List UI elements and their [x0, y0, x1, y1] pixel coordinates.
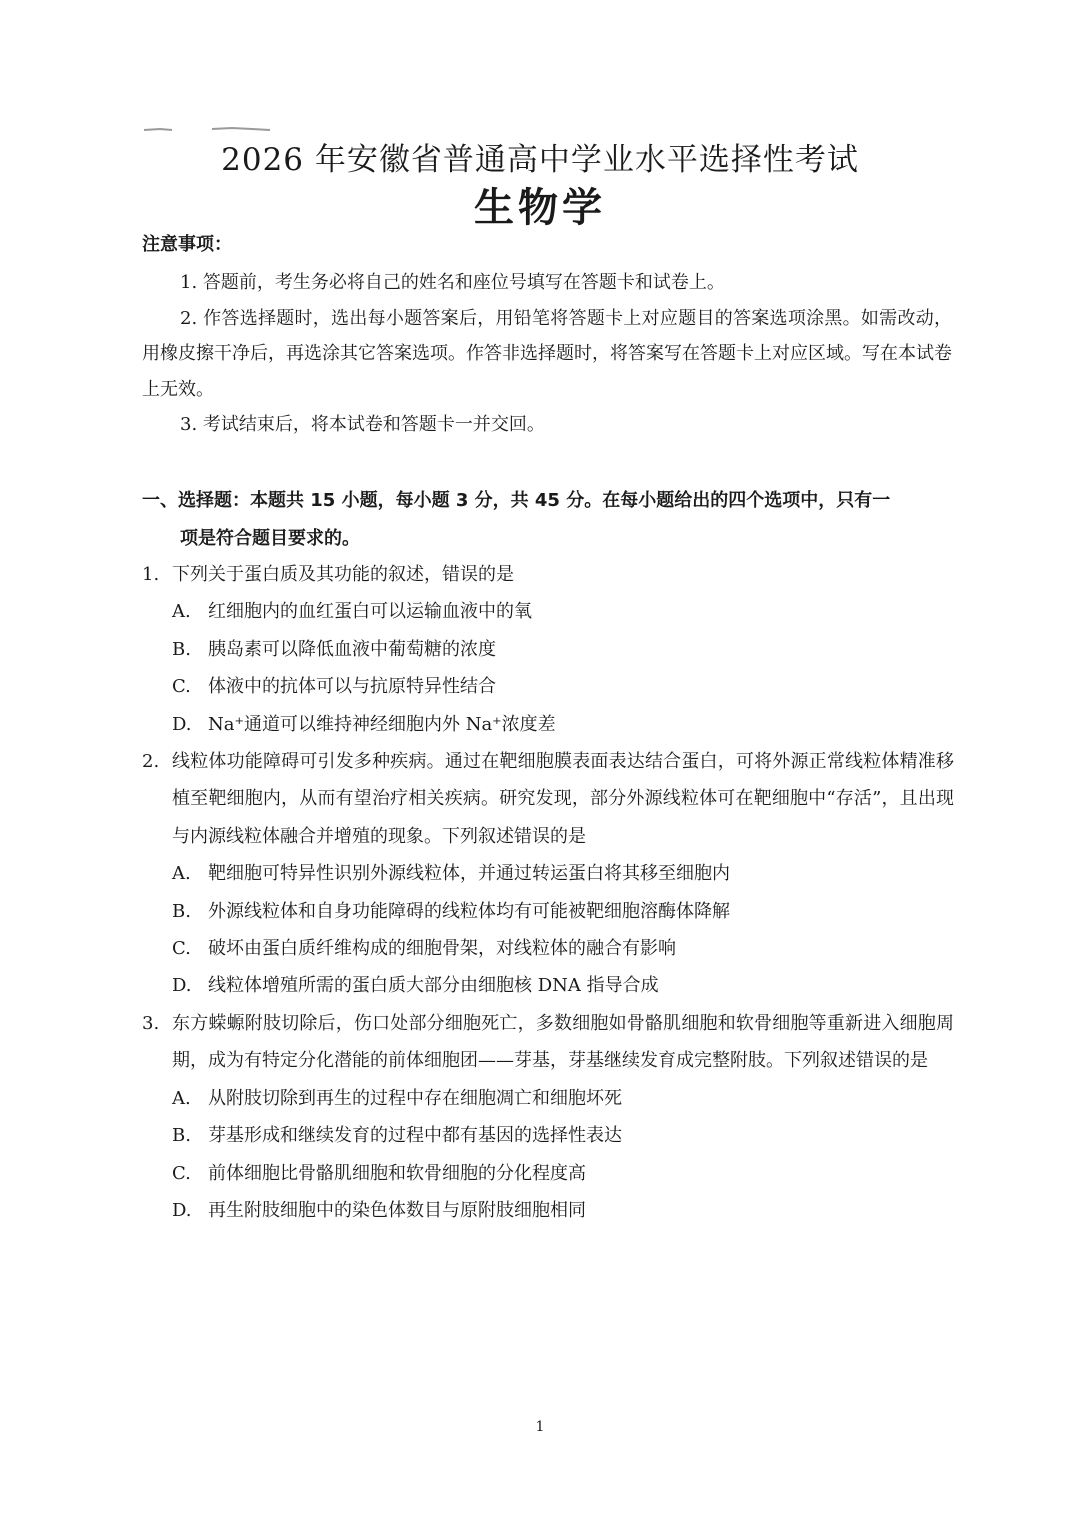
option-text: 红细胞内的血红蛋白可以运输血液中的氧 — [208, 601, 532, 623]
page-number: 1 — [535, 1419, 545, 1435]
option-text: 外源线粒体和自身功能障碍的线粒体均有可能被靶细胞溶酶体降解 — [208, 900, 730, 922]
question-list — [142, 556, 954, 1229]
option-text: 前体细胞比骨骼肌细胞和软骨细胞的分化程度高 — [208, 1162, 586, 1184]
option-letter: D. — [172, 975, 192, 997]
option-letter: D. — [172, 1199, 192, 1221]
header-scribble-mark — [142, 124, 274, 134]
question-option — [142, 967, 954, 1004]
section-heading-line1: 一、选择题：本题共 15 小题，每小题 3 分，共 45 分。在每小题给出的四个选项中，只有一 — [142, 490, 891, 511]
option-letter: B. — [172, 638, 191, 660]
notes-list — [142, 265, 952, 443]
option-text: 体液中的抗体可以与抗原特异性结合 — [208, 676, 496, 698]
question-option — [142, 706, 954, 743]
option-text: 芽基形成和继续发育的过程中都有基因的选择性表达 — [208, 1125, 622, 1147]
exam-subject: 生物学 — [474, 185, 606, 231]
question-1 — [142, 556, 954, 743]
question-option — [142, 855, 954, 892]
option-letter: A. — [172, 863, 191, 885]
option-letter: A. — [172, 1087, 191, 1109]
option-text: 再生附肢细胞中的染色体数目与原附肢细胞相同 — [208, 1199, 586, 1221]
option-letter: C. — [172, 676, 191, 698]
question-stem: 线粒体功能障碍可引发多种疾病。通过在靶细胞膜表面表达结合蛋白，可将外源正常线粒体精准移植至靶细胞内，从而有望治疗相关疾病。研究发现，部分外源线粒体可在靶细胞中“存活”，且出现与内源线粒体融合并增殖的现象。下列叙述错误的是 — [172, 751, 954, 847]
option-text: 线粒体增殖所需的蛋白质大部分由细胞核 DNA 指导合成 — [208, 975, 659, 997]
option-text: Na⁺通道可以维持神经细胞内外 Na⁺浓度差 — [208, 713, 556, 735]
question-3 — [142, 1005, 954, 1229]
question-option — [142, 1117, 954, 1154]
option-letter: A. — [172, 601, 191, 623]
question-option — [142, 593, 954, 630]
question-option — [142, 893, 954, 930]
question-option — [142, 631, 954, 668]
question-number: 3. — [142, 1012, 160, 1034]
question-option — [142, 1192, 954, 1229]
note-item: 2. 作答选择题时，选出每小题答案后，用铅笔将答题卡上对应题目的答案选项涂黑。如需改动，用橡皮擦干净后，再选涂其它答案选项。作答非选择题时，将答案写在答题卡上对应区域。写在本试卷上无效。 — [142, 307, 952, 400]
exam-title: 2026 年安徽省普通高中学业水平选择性考试 — [221, 142, 859, 178]
option-letter: C. — [172, 938, 191, 960]
question-stem: 东方蝾螈附肢切除后，伤口处部分细胞死亡，多数细胞如骨骼肌细胞和软骨细胞等重新进入细胞周期，成为有特定分化潜能的前体细胞团——芽基，芽基继续发育成完整附肢。下列叙述错误的是 — [172, 1012, 954, 1072]
question-number: 2. — [142, 751, 160, 773]
option-text: 从附肢切除到再生的过程中存在细胞凋亡和细胞坏死 — [208, 1087, 622, 1109]
question-2 — [142, 743, 954, 1005]
question-stem: 下列关于蛋白质及其功能的叙述，错误的是 — [172, 564, 514, 585]
option-letter: B. — [172, 900, 191, 922]
option-letter: D. — [172, 713, 192, 735]
note-item: 1. 答题前，考生务必将自己的姓名和座位号填写在答题卡和试卷上。 — [180, 272, 725, 293]
section-heading-line2: 项是符合题目要求的。 — [180, 528, 360, 549]
question-option — [142, 1155, 954, 1192]
option-text: 胰岛素可以降低血液中葡萄糖的浓度 — [208, 638, 496, 660]
option-text: 破坏由蛋白质纤维构成的细胞骨架，对线粒体的融合有影响 — [208, 938, 676, 960]
note-item: 3. 考试结束后，将本试卷和答题卡一并交回。 — [180, 414, 545, 435]
question-option — [142, 930, 954, 967]
question-option — [142, 668, 954, 705]
notes-heading: 注意事项： — [142, 234, 232, 255]
question-option — [142, 1080, 954, 1117]
section-heading — [142, 482, 954, 558]
option-text: 靶细胞可特异性识别外源线粒体，并通过转运蛋白将其移至细胞内 — [208, 863, 730, 885]
option-letter: B. — [172, 1125, 191, 1147]
question-number: 1. — [142, 564, 160, 585]
option-letter: C. — [172, 1162, 191, 1184]
